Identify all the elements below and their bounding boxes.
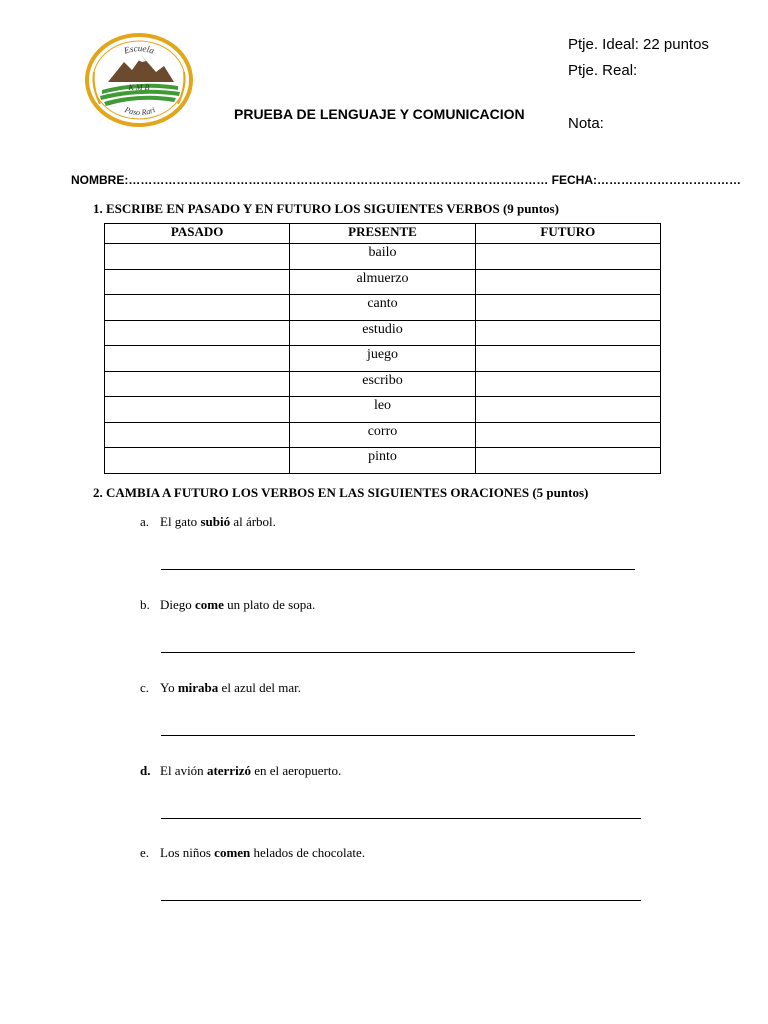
cell-futuro[interactable] bbox=[475, 320, 660, 346]
logo-top-text: Escuela bbox=[122, 43, 156, 56]
item-label: e. bbox=[140, 845, 150, 860]
verb-table bbox=[104, 223, 661, 474]
cell-pasado[interactable] bbox=[105, 371, 290, 397]
table-row bbox=[105, 269, 661, 295]
col-pasado: PASADO bbox=[105, 224, 290, 244]
answer-line[interactable] bbox=[161, 818, 641, 819]
sentence-text: Yo bbox=[160, 680, 178, 695]
cell-futuro[interactable] bbox=[475, 295, 660, 321]
answer-line[interactable] bbox=[161, 569, 635, 570]
item-label: a. bbox=[140, 514, 150, 529]
sentence-text: Los niños bbox=[160, 845, 215, 860]
cell-pasado[interactable] bbox=[105, 346, 290, 372]
item-label: b. bbox=[140, 597, 150, 612]
table-row bbox=[105, 397, 661, 423]
cell-pasado[interactable] bbox=[105, 448, 290, 474]
sentence-item bbox=[140, 680, 301, 696]
cell-pasado[interactable] bbox=[105, 422, 290, 448]
answer-line[interactable] bbox=[161, 900, 641, 901]
answer-line[interactable] bbox=[161, 735, 635, 736]
cell-presente: leo bbox=[290, 397, 475, 423]
sentence-item bbox=[140, 597, 315, 613]
cell-presente: escribo bbox=[290, 371, 475, 397]
ptje-ideal: Ptje. Ideal: 22 puntos bbox=[568, 36, 709, 53]
svg-text:Escuela bbox=[122, 43, 156, 56]
ptje-real: Ptje. Real: bbox=[568, 62, 638, 79]
cell-presente: pinto bbox=[290, 448, 475, 474]
cell-futuro[interactable] bbox=[475, 448, 660, 474]
cell-futuro[interactable] bbox=[475, 244, 660, 270]
table-row bbox=[105, 346, 661, 372]
cell-pasado[interactable] bbox=[105, 295, 290, 321]
sentence-item bbox=[140, 845, 365, 861]
sentence-verb: come bbox=[195, 597, 224, 612]
table-row bbox=[105, 320, 661, 346]
table-row bbox=[105, 371, 661, 397]
table-header-row bbox=[105, 224, 661, 244]
sentence-text: El gato bbox=[160, 514, 201, 529]
cell-presente: corro bbox=[290, 422, 475, 448]
sentence-text: al árbol. bbox=[230, 514, 276, 529]
table-row bbox=[105, 448, 661, 474]
question1-heading: 1. ESCRIBE EN PASADO Y EN FUTURO LOS SIGUIENTES VERBOS (9 puntos) bbox=[93, 201, 559, 216]
logo-initials: K M B bbox=[128, 83, 150, 92]
sentence-verb: subió bbox=[200, 514, 231, 529]
sentence-text: un plato de sopa. bbox=[223, 597, 316, 612]
table-row bbox=[105, 422, 661, 448]
col-futuro: FUTURO bbox=[475, 224, 660, 244]
sentence-text: el azul del mar. bbox=[218, 680, 301, 695]
logo-bottom-text: Paso Rari bbox=[123, 105, 157, 118]
cell-pasado[interactable] bbox=[105, 244, 290, 270]
col-presente: PRESENTE bbox=[290, 224, 475, 244]
item-label: d. bbox=[140, 763, 151, 778]
cell-presente: bailo bbox=[290, 244, 475, 270]
sentence-verb: aterrizó bbox=[206, 763, 251, 778]
school-logo bbox=[84, 32, 194, 128]
table-row bbox=[105, 295, 661, 321]
sentence-text: helados de chocolate. bbox=[250, 845, 366, 860]
page-title: PRUEBA DE LENGUAJE Y COMUNICACION bbox=[234, 106, 525, 122]
cell-futuro[interactable] bbox=[475, 397, 660, 423]
sentence-text: en el aeropuerto. bbox=[250, 763, 342, 778]
cell-pasado[interactable] bbox=[105, 320, 290, 346]
sentence-verb: miraba bbox=[177, 680, 219, 695]
question2-heading: 2. CAMBIA A FUTURO LOS VERBOS EN LAS SIGUIENTES ORACIONES (5 puntos) bbox=[93, 485, 589, 500]
cell-presente: estudio bbox=[290, 320, 475, 346]
nombre-fecha-line: NOMBRE:…………………………………………………………………………………………… FECHA:……………………………… bbox=[71, 173, 741, 187]
sentence-verb: comen bbox=[214, 845, 251, 860]
item-label: c. bbox=[140, 680, 150, 695]
cell-futuro[interactable] bbox=[475, 269, 660, 295]
cell-presente: almuerzo bbox=[290, 269, 475, 295]
svg-text:Paso Rari bbox=[123, 105, 157, 117]
cell-futuro[interactable] bbox=[475, 371, 660, 397]
cell-pasado[interactable] bbox=[105, 397, 290, 423]
sentence-text: Diego bbox=[160, 597, 196, 612]
cell-futuro[interactable] bbox=[475, 422, 660, 448]
sentence-item bbox=[140, 514, 276, 530]
nota-label: Nota: bbox=[568, 115, 604, 132]
answer-line[interactable] bbox=[161, 652, 635, 653]
table-row bbox=[105, 244, 661, 270]
sentence-item bbox=[140, 763, 341, 779]
cell-futuro[interactable] bbox=[475, 346, 660, 372]
sentence-text: El avión bbox=[160, 763, 207, 778]
cell-presente: juego bbox=[290, 346, 475, 372]
cell-pasado[interactable] bbox=[105, 269, 290, 295]
cell-presente: canto bbox=[290, 295, 475, 321]
